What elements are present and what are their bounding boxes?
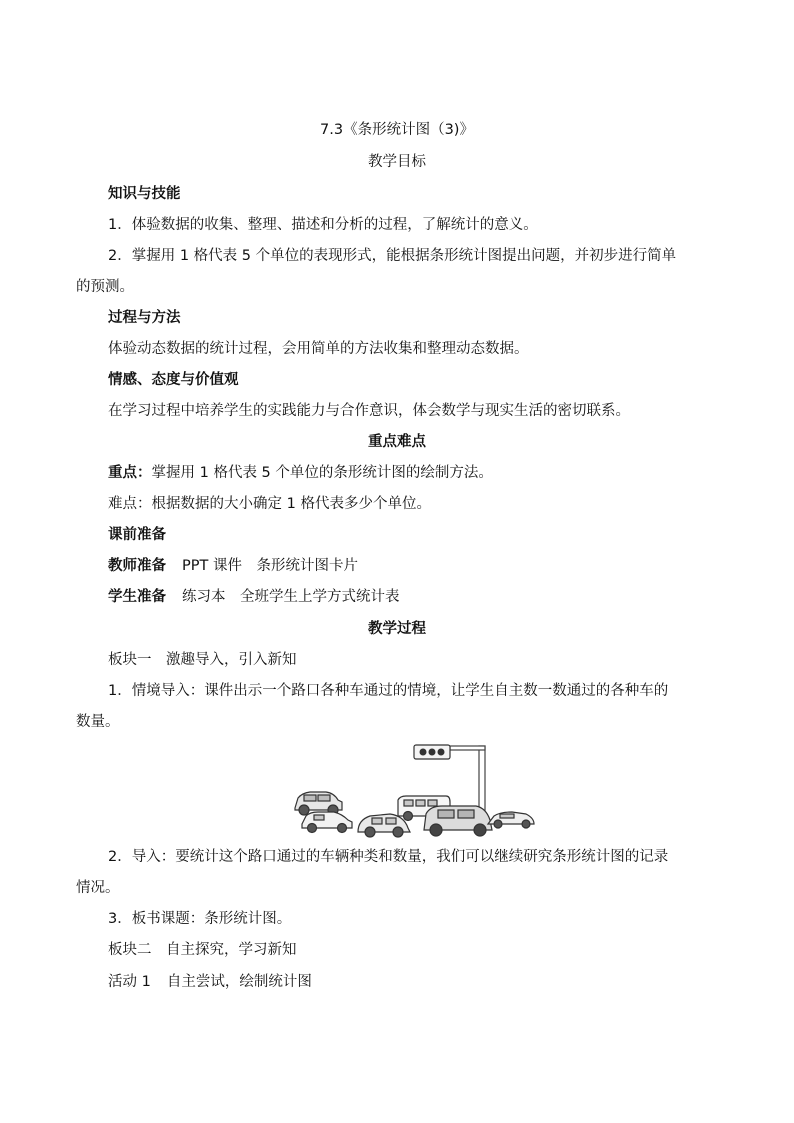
student-prep-label: 学生准备	[108, 589, 166, 605]
knowledge-item-1: 1．体验数据的收集、整理、描述和分析的过程，了解统计的意义。	[108, 217, 538, 233]
teacher-prep	[108, 556, 718, 576]
teacher-prep-text: PPT 课件 条形统计图卡片	[182, 558, 358, 574]
knowledge-item-2-continued: 的预测。	[76, 279, 134, 295]
teacher-prep-label: 教师准备	[108, 558, 166, 574]
step-1-continued: 数量。	[76, 714, 120, 730]
block-1-heading: 板块一 激趣导入，引入新知	[108, 652, 297, 668]
process-text: 体验动态数据的统计过程，会用简单的方法收集和整理动态数据。	[108, 341, 529, 357]
difficulty-text: 根据数据的大小确定 1 格代表多少个单位。	[151, 496, 431, 512]
key-label: 重点：	[108, 465, 152, 481]
prep-heading: 课前准备	[108, 527, 166, 543]
section-heading-goals: 教学目标	[368, 154, 426, 170]
key-point	[108, 463, 718, 483]
student-prep-text: 练习本 全班学生上学方式统计表	[182, 589, 400, 605]
section-heading-process: 教学过程	[368, 621, 426, 637]
process-heading: 过程与方法	[108, 310, 181, 326]
activity-1	[108, 972, 718, 992]
key-text: 掌握用 1 格代表 5 个单位的条形统计图的绘制方法。	[151, 465, 493, 481]
lesson-title: 7.3《条形统计图（3)》	[320, 122, 474, 138]
activity-1-label: 活动 1	[108, 974, 151, 990]
step-2-continued: 情况。	[76, 880, 120, 896]
signal-arm-icon	[450, 746, 485, 750]
step-2: 2．导入：要统计这个路口通过的车辆种类和数量，我们可以继续研究条形统计图的记录	[108, 849, 669, 865]
difficulty-label: 难点：	[108, 496, 152, 512]
section-heading-key: 重点难点	[368, 434, 426, 450]
student-prep	[108, 587, 718, 607]
activity-1-text: 自主尝试，绘制统计图	[166, 974, 312, 990]
attitude-heading: 情感、态度与价值观	[108, 372, 239, 388]
step-1: 1．情境导入：课件出示一个路口各种车通过的情境，让学生自主数一数通过的各种车的	[108, 683, 669, 699]
step-3: 3．板书课题：条形统计图。	[108, 911, 292, 927]
attitude-text: 在学习过程中培养学生的实践能力与合作意识，体会数学与现实生活的密切联系。	[108, 403, 630, 419]
traffic-intersection-illustration	[290, 740, 540, 840]
knowledge-heading: 知识与技能	[108, 186, 181, 202]
block-2-heading: 板块二 自主探究，学习新知	[108, 942, 297, 958]
difficulty-point	[108, 494, 718, 514]
knowledge-item-2: 2．掌握用 1 格代表 5 个单位的表现形式，能根据条形统计图提出问题，并初步进行简单	[108, 248, 677, 264]
